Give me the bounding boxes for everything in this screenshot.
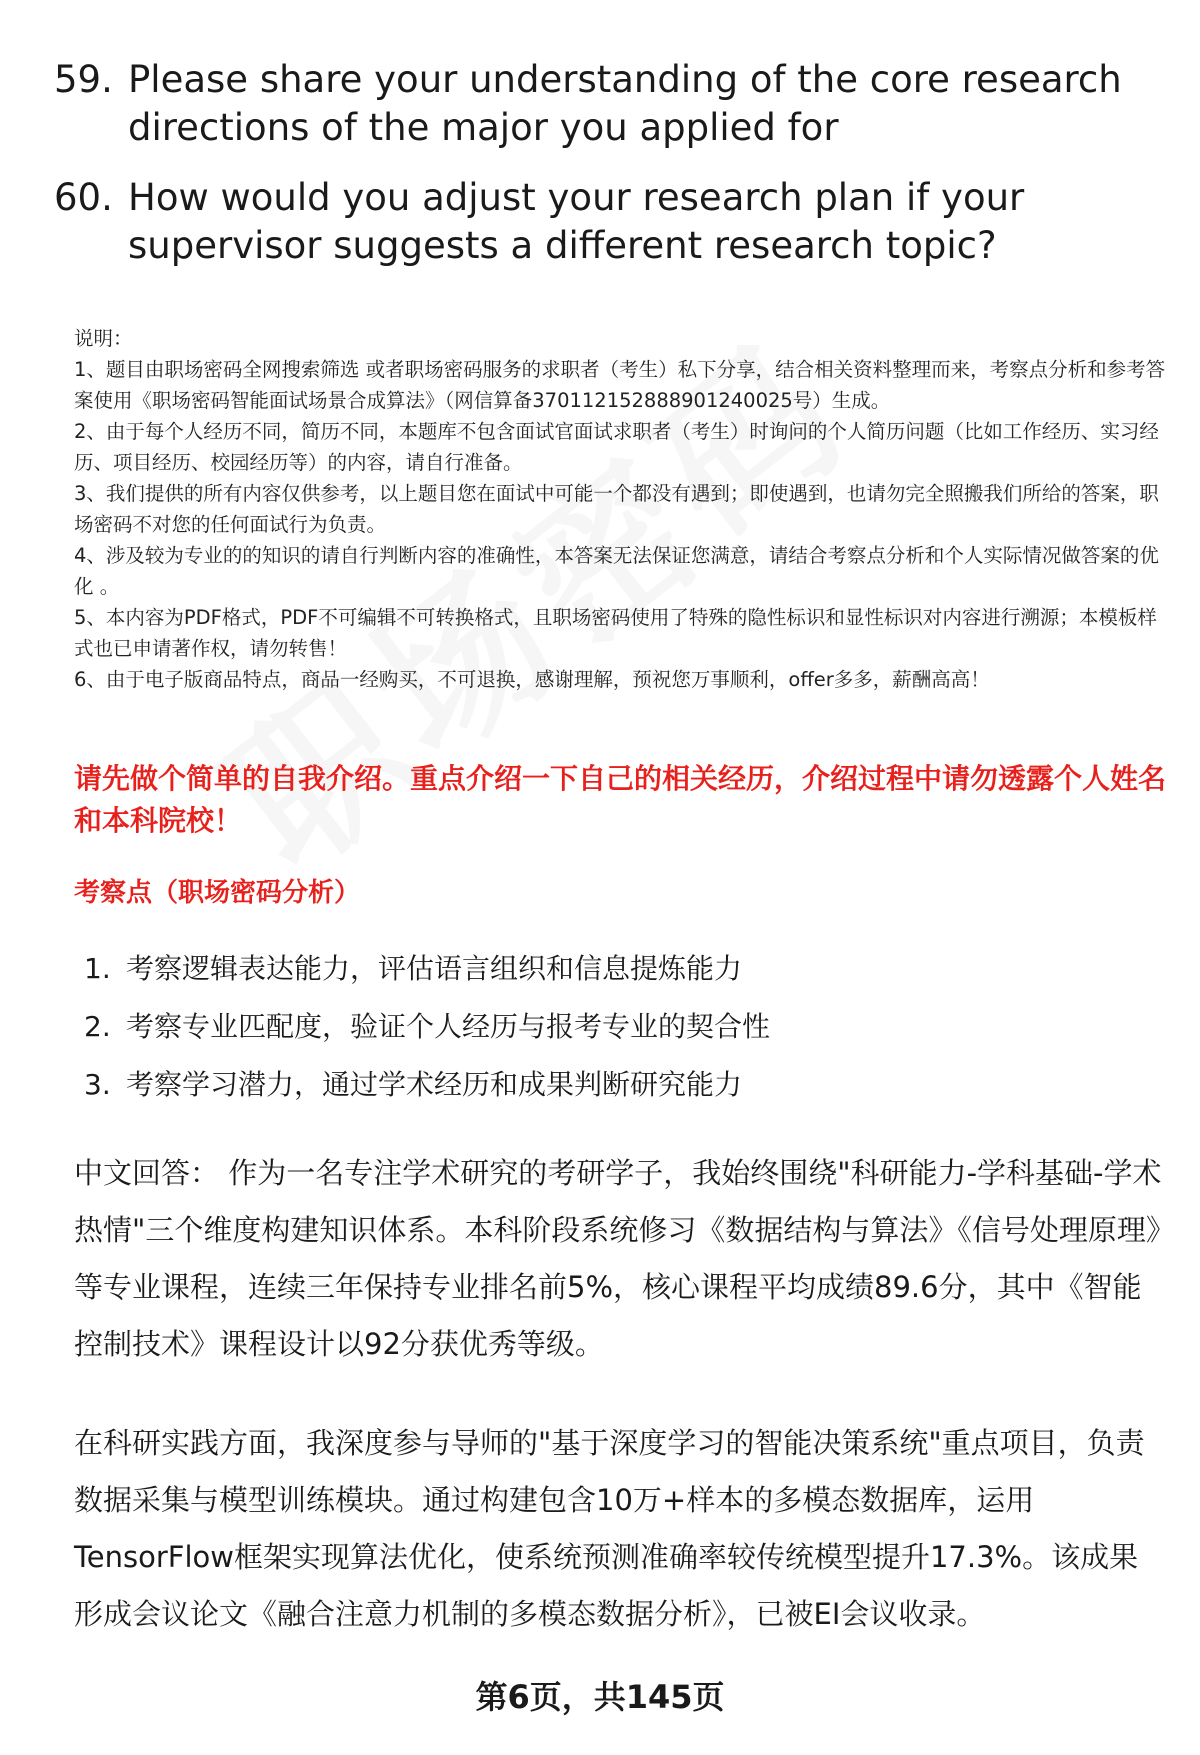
note-item: 4、涉及较为专业的的知识的请自行判断内容的准确性，本答案无法保证您满意，请结合考察点分析和个人实际情况做答案的优化 。 — [74, 544, 1159, 598]
question-text: Please share your understanding of the core research directions of the major you applied for — [128, 58, 1122, 149]
page-footer: 第6页，共145页 — [475, 1678, 725, 1716]
analysis-points — [84, 940, 770, 1114]
note-item: 6、由于电子版商品特点，商品一经购买，不可退换，感谢理解，预祝您万事顺利，offer多多，薪酬高高！ — [74, 668, 990, 691]
notes-block — [74, 323, 1169, 695]
list-item — [84, 998, 770, 1056]
point-text: 考察学习潜力，通过学术经历和成果判断研究能力 — [126, 1068, 743, 1101]
note-item: 3、我们提供的所有内容仅供参考，以上题目您在面试中可能一个都没有遇到；即使遇到，也请勿完全照搬我们所给的答案，职场密码不对您的任何面试行为负责。 — [74, 482, 1159, 536]
question-59 — [54, 56, 1174, 152]
answer-paragraph-1 — [74, 1145, 1164, 1373]
question-60 — [54, 174, 1174, 270]
list-item — [84, 1056, 770, 1114]
point-number: 1. — [84, 952, 111, 985]
notes-heading: 说明： — [74, 327, 133, 350]
question-number: 60. — [54, 176, 113, 219]
answer-text: 作为一名专注学术研究的考研学子，我始终围绕"科研能力-学科基础-学术热情"三个维度构建知识体系。本科阶段系统修习《数据结构与算法》《信号处理原理》等专业课程，连续三年保持专业排名前5%，核心课程平均成绩89.6分，其中《智能控制技术》课程设计以92分获优秀等级。 — [74, 1156, 1162, 1361]
answer-paragraph-2: 在科研实践方面，我深度参与导师的"基于深度学习的智能决策系统"重点项目，负责数据采集与模型训练模块。通过构建包含10万+样本的多模态数据库，运用TensorFlow框架实现算法优化，使系统预测准确率较传统模型提升17.3%。该成果形成会议论文《融合注意力机制的多模态数据分析》，已被EI会议收录。 — [74, 1426, 1145, 1631]
point-number: 2. — [84, 1010, 111, 1043]
note-item: 2、由于每个人经历不同，简历不同，本题库不包含面试官面试求职者（考生）时询问的个人简历问题（比如工作经历、实习经历、项目经历、校园经历等）的内容，请自行准备。 — [74, 420, 1159, 474]
point-text: 考察逻辑表达能力，评估语言组织和信息提炼能力 — [126, 952, 743, 985]
answer-label: 中文回答： — [74, 1156, 220, 1190]
point-number: 3. — [84, 1068, 111, 1101]
list-item — [84, 940, 770, 998]
analysis-heading: 考察点（职场密码分析） — [74, 878, 361, 908]
question-text: How would you adjust your research plan if your supervisor suggests a different research topic? — [128, 176, 1025, 267]
note-item: 5、本内容为PDF格式，PDF不可编辑不可转换格式，且职场密码使用了特殊的隐性标识和显性标识对内容进行溯源；本模板样式也已申请著作权，请勿转售！ — [74, 606, 1157, 660]
note-item: 1、题目由职场密码全网搜索筛选 或者职场密码服务的求职者（考生）私下分享，结合相关资料整理而来，考察点分析和参考答案使用《职场密码智能面试场景合成算法》（网信算备370112152888901240025号）生成。 — [74, 358, 1166, 412]
interview-question-title: 请先做个简单的自我介绍。重点介绍一下自己的相关经历，介绍过程中请勿透露个人姓名和本科院校！ — [74, 762, 1167, 837]
point-text: 考察专业匹配度，验证个人经历与报考专业的契合性 — [126, 1010, 771, 1043]
question-number: 59. — [54, 58, 113, 101]
